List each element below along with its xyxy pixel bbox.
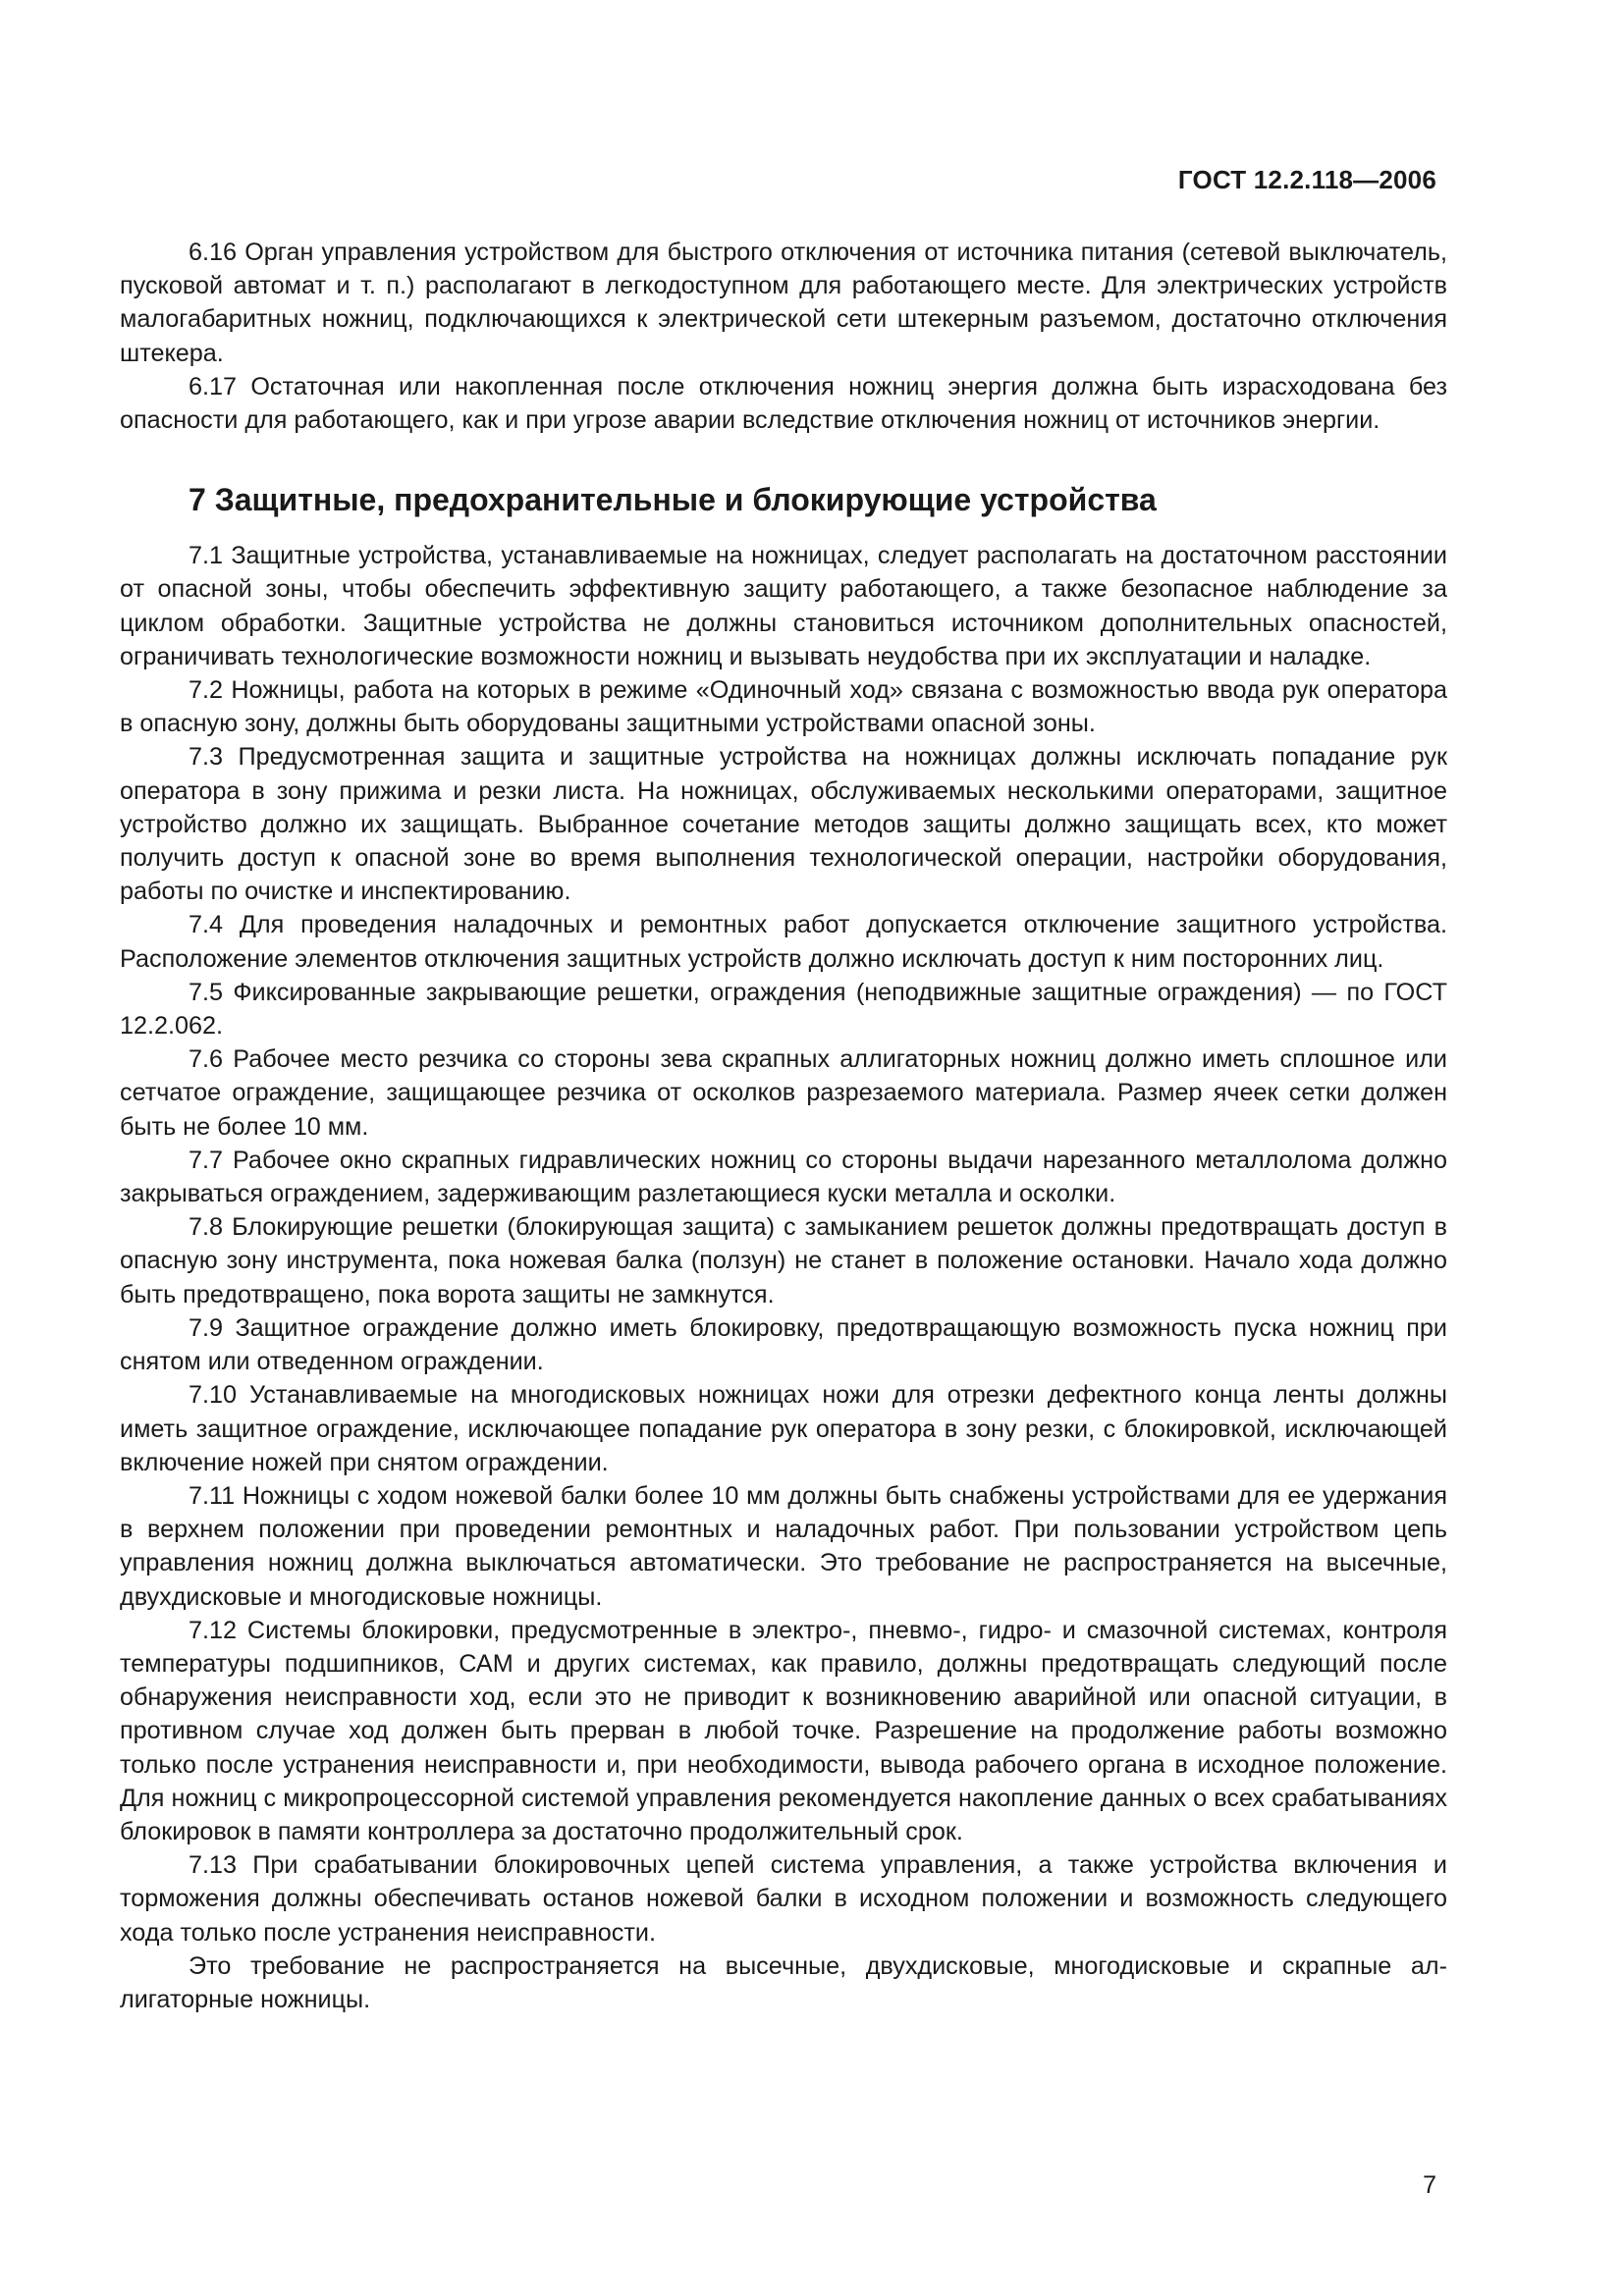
paragraph-7-9: 7.9 Защитное ограждение должно иметь блокировку, предотвращающую возможность пуска ножниц при снятом или отведенном ограждении. (120, 1313, 1447, 1376)
paragraph-7-13-note: Это требование не распространяется на высечные, двухдисковые, многодисковые и скрапные аллигаторные ножницы. (120, 1951, 1447, 2013)
paragraph-7-7: 7.7 Рабочее окно скрапных гидравлических ножниц со стороны выдачи нарезанного металлолома должно закрываться ограждением, задерживающим разлетающиеся куски металла и осколки. (120, 1146, 1447, 1208)
paragraph-7-13: 7.13 При срабатывании блокировочных цепей система управления, а также устройства включения и торможения должны обеспечивать останов ножевой балки в исходном положении и возможность следующего хода только после устранения неисправности. (120, 1851, 1447, 1947)
paragraph-6-17: 6.17 Остаточная или накопленная после отключения ножниц энергия должна быть израсходована без опасности для работающего, как и при угрозе аварии вследствие отключения ножниц от источников энергии. (120, 372, 1447, 435)
page-number: 7 (1423, 2171, 1436, 2199)
paragraph-7-12: 7.12 Системы блокировки, предусмотренные в электро-, пневмо-, гидро- и смазочной системах, контроля температуры подшипников, САМ и других системах, как правило, должны предотвращать следующий после обнаружения неисправности ход, если это не приводит к возникновению аварийной или опасной ситуации, в противном случае ход должен быть прерван в любой точке. Разрешение на продолжение работы возможно только после устранения неисправности и, при необходимости, вывода рабочего органа в исходное положение. Для ножниц с микропроцессорной системой управления рекомендуется накопление данных о всех срабатываниях блокировок в памяти контроллера за достаточно продолжительный срок. (120, 1616, 1447, 1845)
paragraph-7-8: 7.8 Блокирующие решетки (блокирующая защита) с замыканием решеток должны предотвращать доступ в опасную зону инструмента, пока ножевая балка (ползун) не станет в положение остановки. Начало хода должно быть предотвращено, пока ворота защиты не замкнутся. (120, 1213, 1447, 1308)
section-title: 7 Защитные, предохранительные и блокирующие устройства (189, 482, 1157, 518)
document-body (120, 236, 1447, 2016)
paragraph-7-6: 7.6 Рабочее место резчика со стороны зева скрапных аллигаторных ножниц должно иметь сплошное или сетчатое ограждение, защищающее резчика от осколков разрезаемого материала. Размер ячеек сетки должен быть не более 10 мм. (120, 1045, 1447, 1141)
paragraph-7-3: 7.3 Предусмотренная защита и защитные устройства на ножницах должны исключать попадание рук оператора в зону прижима и резки листа. На ножницах, обслуживаемых несколькими операторами, защитное устройство должно их защищать. Выбранное сочетание методов защиты должно защищать всех, кто может получить доступ к опасной зоне во время выполнения технологической операции, настройки оборудования, работы по очистке и инспектированию. (120, 743, 1447, 906)
paragraph-7-5: 7.5 Фиксированные закрывающие решетки, ограждения (неподвижные защитные ограждения) — по ГОСТ 12.2.062. (120, 978, 1447, 1041)
document-code: ГОСТ 12.2.118—2006 (1177, 165, 1436, 194)
paragraph-7-11: 7.11 Ножницы с ходом ножевой балки более 10 мм должны быть снабжены устройствами для ее удержания в верхнем положении при проведении ремонтных и наладочных работ. При пользовании устройством цепь управления ножниц должна выключаться автоматически. Это требование не распространяется на высечные, двухдисковые и многодисковые ножницы. (120, 1481, 1447, 1611)
paragraph-7-1: 7.1 Защитные устройства, устанавливаемые на ножницах, следует располагать на достаточном расстоянии от опасной зоны, чтобы обеспечить эффективную защиту работающего, а также безопасное наблюдение за циклом обработки. Защитные устройства не должны становиться источником дополнительных опасностей, ограничивать технологические возможности ножниц и вызывать неудобства при их эксплуатации и наладке. (120, 542, 1447, 670)
paragraph-7-2: 7.2 Ножницы, работа на которых в режиме «Одиночный ход» связана с возможностью ввода рук оператора в опасную зону, должны быть оборудованы защитными устройствами опасной зоны. (120, 676, 1447, 738)
paragraph-6-16: 6.16 Орган управления устройством для быстрого отключения от источника питания (сетевой выключатель, пусковой автомат и т. п.) располагают в легкодоступном для работающего месте. Для электрических устройств малогабаритных ножниц, подключающихся к электрической сети штекерным разъемом, достаточно отключения штекера. (120, 239, 1447, 367)
paragraph-7-4: 7.4 Для проведения наладочных и ремонтных работ допускается отключение защитного устройства. Расположение элементов отключения защитных устройств должно исключать доступ к ним посторонних лиц. (120, 911, 1447, 973)
paragraph-7-10: 7.10 Устанавливаемые на многодисковых ножницах ножи для отрезки дефектного конца ленты должны иметь защитное ограждение, исключающее попадание рук оператора в зону резки, с блокировкой, исключающей включение ножей при снятом ограждении. (120, 1381, 1447, 1476)
